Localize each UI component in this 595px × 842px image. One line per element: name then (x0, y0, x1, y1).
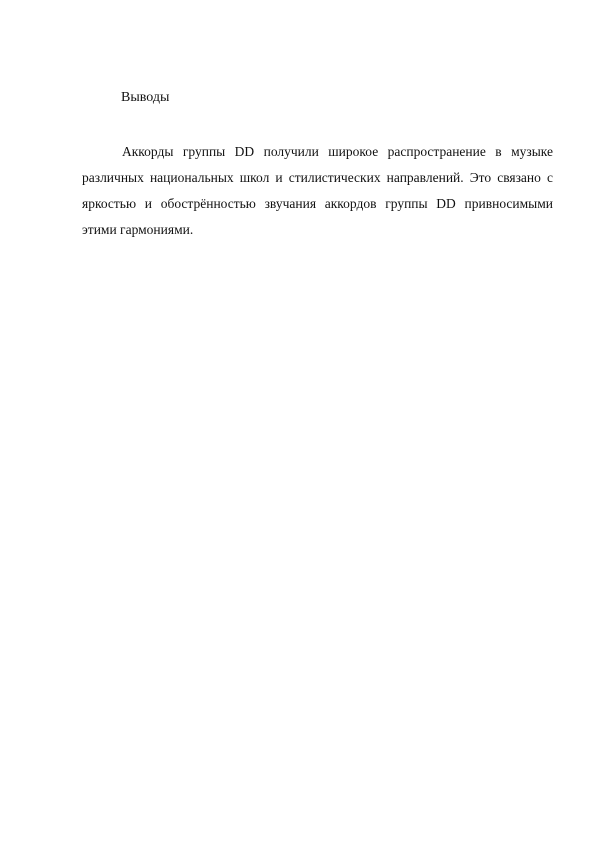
paragraph-line: этими гармониями. (82, 222, 194, 237)
conclusions-paragraph (82, 139, 553, 243)
paragraph-line: Аккорды группы DD получили широкое распространение в музыке (122, 144, 553, 159)
paragraph-line: различных национальных школ и стилистических направлений. Это связано с (82, 170, 553, 185)
paragraph-line: яркостью и обострённостью звучания аккордов группы DD привносимыми (82, 196, 553, 211)
section-heading: Выводы (121, 90, 170, 105)
